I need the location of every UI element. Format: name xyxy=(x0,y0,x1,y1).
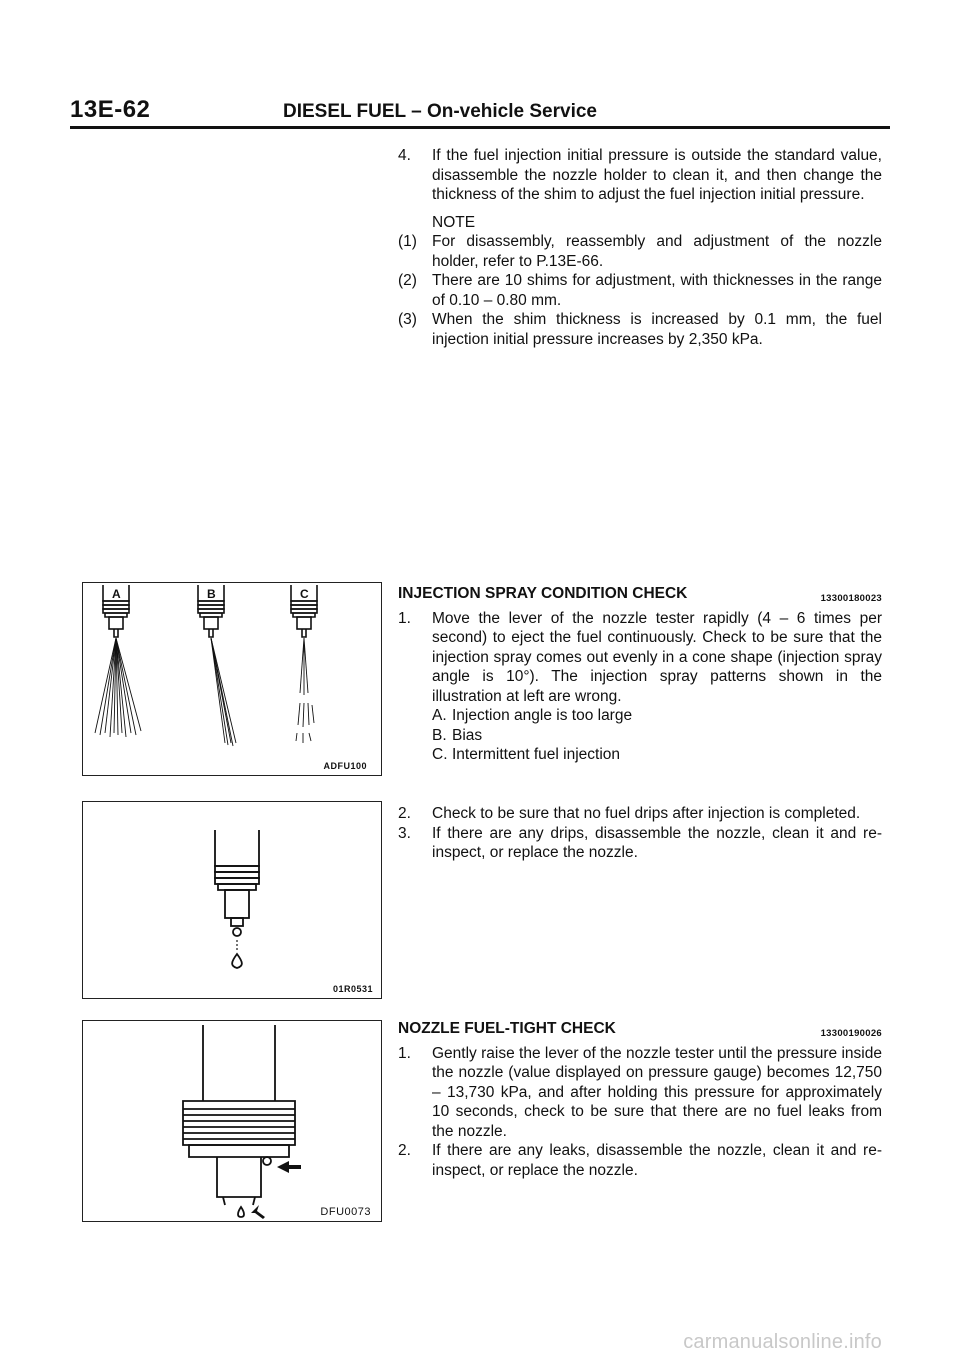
note-text: For disassembly, reassembly and adjustment of the nozzle holder, refer to P.13E-66. xyxy=(432,233,882,270)
note-text: When the shim thickness is increased by 0.1 mm, the fuel injection initial pressure increases by 2,350 kPa. xyxy=(432,311,882,348)
spray-step-1 xyxy=(398,609,882,765)
pattern-b xyxy=(432,726,882,746)
letter-label: B. xyxy=(432,726,447,744)
nozzle-leak-illustration xyxy=(83,1021,381,1221)
step-number: 2. xyxy=(398,1142,411,1159)
page-number: 13E-62 xyxy=(70,96,151,123)
figure-label-b: B xyxy=(207,587,217,601)
fuel-tight-section xyxy=(398,1019,882,1180)
note-block xyxy=(398,213,882,350)
figure-label-a: A xyxy=(112,587,122,601)
note-item-3 xyxy=(398,310,882,349)
pattern-a xyxy=(432,706,882,726)
note-number: (1) xyxy=(398,233,417,250)
page-title: DIESEL FUEL – On-vehicle Service xyxy=(283,101,597,122)
tight-step-2 xyxy=(398,1141,882,1180)
fuel-drop-icon xyxy=(232,954,242,968)
note-number: (3) xyxy=(398,311,417,328)
step4-text: If the fuel injection initial pressure is outside the standard value, disassemble the nozzle holder to clean it, and then change the thickness of the shim to adjust the fuel injection initial pressure. xyxy=(432,147,882,203)
step-text: Gently raise the lever of the nozzle tester until the pressure inside the nozzle (value displayed on pressure gauge) becomes 12,750 – 13,730 kPa, and after holding this pressure for approximately 10 seconds, check to be sure that there are no fuel leaks from the nozzle. xyxy=(432,1044,882,1140)
spray-patterns-illustration xyxy=(83,583,381,775)
fuel-tight-header xyxy=(398,1019,882,1039)
tight-step-1 xyxy=(398,1044,882,1142)
nozzle-drip-illustration xyxy=(83,802,381,998)
step-text: Move the lever of the nozzle tester rapidly (4 – 6 times per second) to eject the fuel continuously. Check to be sure that the injection spray comes out evenly in a cone shape (injection spray angle is 10°). The injection spray patterns shown in the illustration at left are wrong. xyxy=(432,609,882,705)
letter-text: Bias xyxy=(452,726,483,744)
figure-leak xyxy=(82,1020,382,1222)
pattern-c xyxy=(432,745,882,765)
header-rule xyxy=(70,126,890,129)
step4-number: 4. xyxy=(398,147,411,164)
spray-check-header xyxy=(398,584,882,604)
figure-label-c: C xyxy=(300,587,310,601)
arrow-icons xyxy=(251,1161,301,1219)
figure-drip xyxy=(82,801,382,999)
step4-block xyxy=(398,146,882,349)
spray-step-3 xyxy=(398,824,882,863)
step-number: 3. xyxy=(398,824,411,842)
step-number: 1. xyxy=(398,1044,411,1062)
note-number: (2) xyxy=(398,272,417,289)
step-text: If there are any drips, disassemble the nozzle, clean it and re-inspect, or replace the nozzle. xyxy=(432,824,882,861)
step-number: 2. xyxy=(398,805,411,822)
figure-caption: 01R0531 xyxy=(332,984,373,994)
step4-item xyxy=(398,146,882,205)
note-item-1 xyxy=(398,232,882,271)
spray-steps-2-3 xyxy=(398,804,882,863)
leak-drop-icon xyxy=(263,1157,271,1165)
spray-step-2 xyxy=(398,804,882,824)
note-item-2 xyxy=(398,271,882,310)
figure-caption: ADFU100 xyxy=(323,761,367,771)
letter-label: C. xyxy=(432,746,448,763)
letter-text: Intermittent fuel injection xyxy=(452,746,621,763)
letter-label: A. xyxy=(432,707,447,724)
step-number: 1. xyxy=(398,609,411,627)
letter-text: Injection angle is too large xyxy=(452,707,633,724)
spray-check-section xyxy=(398,584,882,765)
section-title: INJECTION SPRAY CONDITION CHECK xyxy=(398,585,688,602)
figure-caption: DFU0073 xyxy=(320,1206,371,1218)
section-code: 13300180023 xyxy=(820,593,882,604)
note-label: NOTE xyxy=(432,213,476,231)
step-text: Check to be sure that no fuel drips after injection is completed. xyxy=(432,805,861,822)
section-code: 13300190026 xyxy=(820,1028,882,1039)
watermark: carmanualsonline.info xyxy=(683,1331,882,1353)
note-text: There are 10 shims for adjustment, with thicknesses in the range of 0.10 – 0.80 mm. xyxy=(432,272,882,309)
figure-spray-patterns xyxy=(82,582,382,776)
section-title: NOZZLE FUEL-TIGHT CHECK xyxy=(398,1020,616,1037)
step-text: If there are any leaks, disassemble the nozzle, clean it and re-inspect, or replace the nozzle. xyxy=(432,1142,882,1179)
